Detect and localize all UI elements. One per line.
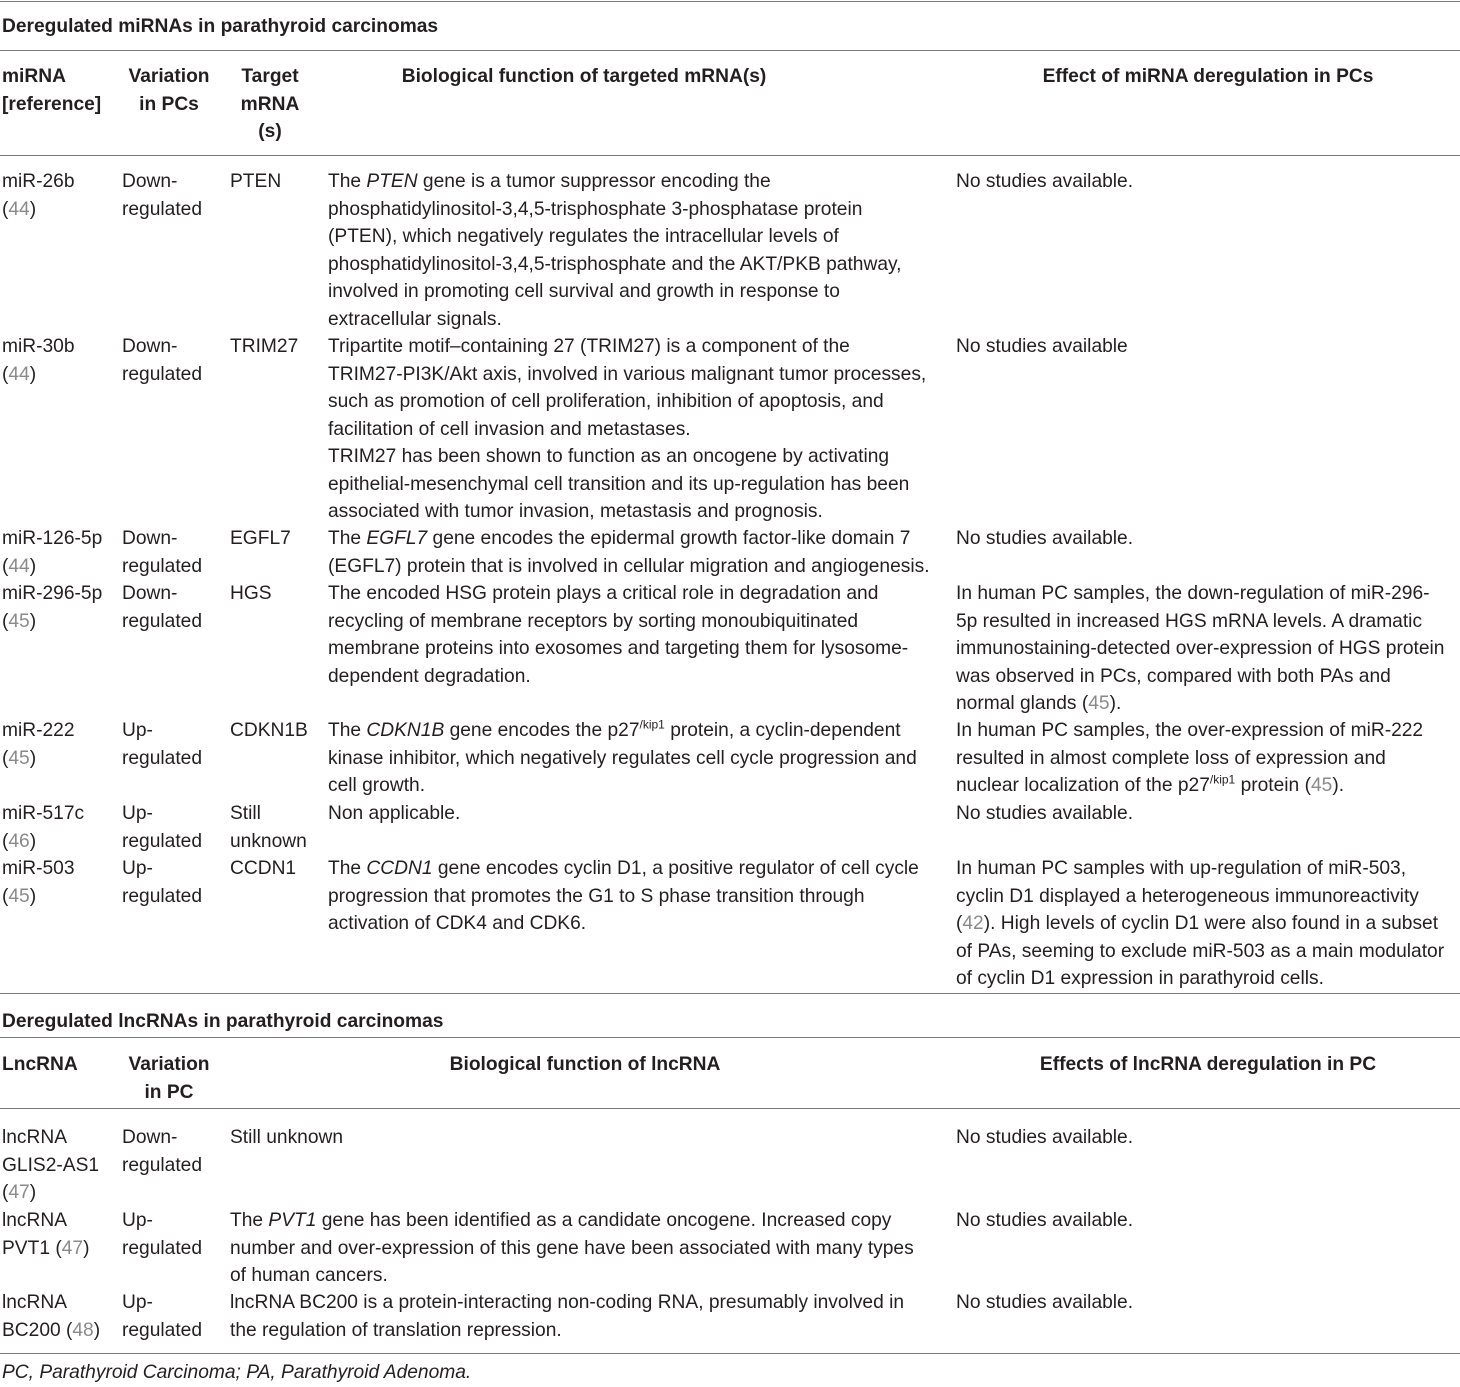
header-variation: Variation in PCs: [128, 66, 210, 115]
mirna-ref: (45): [2, 610, 37, 632]
text-line: CDKN1B: [230, 720, 308, 741]
reference-link: 45: [8, 747, 30, 769]
text-line: Down-: [122, 171, 178, 192]
function-cell: [328, 855, 919, 938]
text-line: The PTEN gene is a tumor suppressor encoding the: [328, 171, 771, 192]
text-line: No studies available: [956, 336, 1128, 357]
reference-link: 46: [8, 830, 30, 852]
text-line: associated with tumor invasion, metastasis and prognosis.: [328, 501, 823, 522]
gene-name: PTEN: [366, 171, 418, 192]
reference-link: 47: [8, 1182, 30, 1203]
text-line: PTEN: [230, 171, 282, 192]
text-line: Down-: [122, 528, 178, 549]
effect-cell: [956, 168, 1133, 196]
lncrna-label: lncRNA: [2, 1292, 68, 1313]
text-line: was observed in PCs, compared with both PAs and: [956, 665, 1391, 687]
lncrna-name: [2, 1124, 99, 1207]
text-line: nuclear localization of the $p27^{/kip1}$ protein (45).: [956, 772, 1345, 796]
mirna-label: miR-30b: [2, 336, 75, 357]
text-line: Up-: [122, 858, 153, 879]
text-line: The CCDN1 gene encodes cyclin D1, a positive regulator of cell cycle: [328, 858, 919, 879]
text-line: Down-: [122, 583, 178, 604]
effect-cell: [956, 1207, 1133, 1235]
text-line: Up-: [122, 720, 153, 741]
text-line: number and over-expression of this gene have been associated with many types: [230, 1237, 914, 1259]
mirna-ref: (45): [2, 885, 37, 907]
text-line: kinase inhibitor, which negatively regulates cell cycle progression and: [328, 747, 917, 769]
mirna-label: miR-26b: [2, 171, 75, 192]
header-effect: Effect of miRNA deregulation in PCs: [1042, 66, 1374, 87]
text-line: regulated: [122, 198, 203, 220]
gene-name: CCDN1: [366, 858, 433, 879]
superscript: /kip1: [639, 717, 665, 732]
text-line: the regulation of translation repression.: [230, 1319, 562, 1341]
text-line: Non applicable.: [328, 803, 461, 824]
superscript: /kip1: [1209, 772, 1236, 787]
header-mirna: miRNA [reference]: [2, 66, 102, 115]
function-cell: [328, 580, 908, 690]
target-cell: [230, 800, 307, 855]
reference-link: 48: [72, 1319, 94, 1341]
text-line: activation of CDK4 and CDK6.: [328, 913, 587, 934]
text-line: No studies available.: [956, 528, 1134, 549]
lncrna-label: GLIS2-AS1: [2, 1154, 100, 1176]
text-line: No studies available.: [956, 1127, 1134, 1148]
reference-link: 45: [8, 885, 30, 907]
mirna-name: [2, 525, 102, 580]
text-line: dependent degradation.: [328, 665, 531, 687]
text-line: regulated: [122, 885, 203, 907]
reference-link: 47: [61, 1237, 84, 1259]
function-cell: [328, 525, 930, 580]
text-line: No studies available.: [956, 1210, 1134, 1231]
text-line: extracellular signals.: [328, 308, 502, 330]
text-line: No studies available.: [956, 171, 1134, 192]
text-line: TRIM27: [230, 336, 299, 357]
target-cell: [230, 525, 291, 553]
mirna-ref: (44): [2, 555, 37, 577]
target-cell: [230, 333, 298, 361]
section1-title: Deregulated miRNAs in parathyroid carcinomas: [2, 16, 439, 37]
reference-link: 42: [962, 913, 984, 934]
text-line: Up-: [122, 803, 153, 824]
function-cell: [230, 1124, 343, 1152]
gene-name: CDKN1B: [366, 720, 445, 741]
text-line: (42). High levels of cyclin D1 were also found in a subset: [956, 913, 1439, 934]
text-line: HGS: [230, 583, 272, 604]
reference-link: 45: [1088, 693, 1110, 714]
lncrna-label: lncRNA: [2, 1127, 68, 1148]
effect-cell: [956, 855, 1444, 993]
text-line: regulated: [122, 555, 203, 577]
top-rule: [0, 1, 1460, 2]
text-line: No studies available.: [956, 1292, 1134, 1313]
mirna-label: miR-503: [2, 858, 75, 879]
text-line: In human PC samples with up-regulation of miR-503,: [956, 858, 1407, 879]
effect-cell: [956, 333, 1128, 361]
text-line: The encoded HSG protein plays a critical role in degradation and: [328, 583, 879, 604]
gene-name: PVT1: [268, 1210, 317, 1231]
text-line: such as promotion of cell proliferation, inhibition of apoptosis, and: [328, 391, 884, 412]
text-line: 5p resulted in increased HGS mRNA levels. A dramatic: [956, 610, 1423, 632]
mirna-ref: (45): [2, 747, 37, 769]
target-cell: [230, 855, 296, 883]
text-line: unknown: [230, 830, 307, 852]
text-line: In human PC samples, the over-expression of miR-222: [956, 720, 1424, 741]
text-line: (EGFL7) protein that is involved in cellular migration and angiogenesis.: [328, 555, 930, 577]
variation-cell: [122, 1124, 202, 1179]
reference-link: 44: [8, 363, 30, 385]
text-line: EGFL7: [230, 528, 291, 549]
mirna-ref: (44): [2, 363, 37, 385]
function-cell: [328, 168, 902, 333]
text-line: immunostaining-detected over-expression of HGS protein: [956, 638, 1445, 659]
variation-cell: [122, 580, 202, 635]
variation-cell: [122, 333, 202, 388]
text-line: In human PC samples, the down-regulation of miR-296-: [956, 583, 1430, 604]
header-function: Biological function of targeted mRNA(s): [401, 66, 767, 87]
mirna-ref: (44): [2, 198, 37, 220]
text-line: regulated: [122, 1154, 203, 1176]
section2-title: Deregulated lncRNAs in parathyroid carcinomas: [2, 1011, 444, 1032]
variation-cell: [122, 800, 202, 855]
text-line: (PTEN), which negatively regulates the intracellular levels of: [328, 226, 839, 247]
header-lncrna-effect: Effects of lncRNA deregulation in PC: [1039, 1054, 1377, 1075]
reference-link: 45: [1310, 775, 1333, 796]
header-lncrna: LncRNA: [2, 1054, 78, 1075]
text-line: regulated: [122, 1319, 203, 1341]
mirna-ref: (46): [2, 830, 37, 852]
mirna-name: [2, 168, 75, 223]
header-variation-pc: Variation in PC: [128, 1054, 210, 1103]
text-line: The EGFL7 gene encodes the epidermal growth factor-like domain 7: [328, 528, 911, 549]
text-line: TRIM27-PI3K/Akt axis, involved in various malignant tumor processes,: [328, 363, 927, 385]
text-line: Up-: [122, 1210, 153, 1231]
lncrna-label: PVT1 (47): [2, 1237, 90, 1259]
text-line: regulated: [122, 363, 203, 385]
effect-cell: [956, 1124, 1133, 1152]
lncrna-label: lncRNA: [2, 1210, 68, 1231]
variation-cell: [122, 525, 202, 580]
text-line: Still: [230, 803, 261, 824]
mirna-name: [2, 800, 84, 855]
text-line: regulated: [122, 610, 203, 632]
function-cell: [230, 1207, 914, 1290]
text-line: Tripartite motif–containing 27 (TRIM27) is a component of the: [328, 336, 850, 357]
effect-cell: [956, 1289, 1133, 1317]
text-line: Still unknown: [230, 1127, 344, 1148]
text-line: of PAs, seeming to exclude miR-503 as a main modulator: [956, 940, 1445, 962]
effect-cell: [956, 800, 1133, 828]
text-line: The CDKN1B gene encodes the $p27^{/kip1}$ protein, a cyclin-dependent: [328, 717, 901, 741]
section2-end-rule: [0, 1353, 1460, 1354]
variation-cell: [122, 1289, 202, 1344]
text-line: membrane proteins into exosomes and targeting them for lysosome-: [328, 638, 909, 659]
variation-cell: [122, 1207, 202, 1262]
mirna-name: [2, 333, 75, 388]
mirna-name: [2, 580, 102, 635]
text-line: cell growth.: [328, 775, 426, 796]
reference-link: 45: [8, 610, 30, 632]
text-line: Down-: [122, 1127, 178, 1148]
header-target: Target mRNA (s): [240, 66, 300, 142]
lncrna-label: BC200 (48): [2, 1319, 101, 1341]
section2-title-rule: [0, 1037, 1460, 1038]
mirna-label: miR-222: [2, 720, 75, 741]
text-line: Up-: [122, 1292, 153, 1313]
section1-title-rule: [0, 50, 1460, 51]
effect-cell: [956, 525, 1133, 553]
section1-end-rule: [0, 993, 1460, 994]
mirna-name: [2, 717, 75, 772]
function-cell: [328, 333, 926, 526]
text-line: regulated: [122, 1237, 203, 1259]
text-line: recycling of membrane receptors by sorting monoubiquitinated: [328, 610, 859, 632]
text-line: regulated: [122, 830, 203, 852]
text-line: of cyclin D1 expression in parathyroid cells.: [956, 968, 1324, 989]
function-cell: [230, 1289, 904, 1344]
section1-header-rule: [0, 155, 1460, 156]
text-line: facilitation of cell invasion and metastases.: [328, 418, 691, 440]
text-line: Down-: [122, 336, 178, 357]
reference-link: 44: [8, 198, 30, 220]
lncrna-ref: (47): [2, 1182, 37, 1203]
mirna-name: [2, 855, 75, 910]
text-line: lncRNA BC200 is a protein-interacting non-coding RNA, presumably involved in: [230, 1292, 905, 1313]
variation-cell: [122, 717, 202, 772]
gene-name: EGFL7: [366, 528, 428, 549]
text-line: involved in promoting cell survival and growth in response to: [328, 281, 840, 302]
target-cell: [230, 168, 281, 196]
text-line: No studies available.: [956, 803, 1134, 824]
target-cell: [230, 580, 272, 608]
text-line: CCDN1: [230, 858, 297, 879]
section2-header-rule: [0, 1108, 1460, 1109]
text-line: TRIM27 has been shown to function as an oncogene by activating: [328, 446, 890, 467]
effect-cell: [956, 580, 1444, 718]
text-line: cyclin D1 displayed a heterogeneous immunoreactivity: [956, 885, 1419, 907]
effect-cell: [956, 717, 1423, 800]
mirna-label: miR-517c: [2, 803, 85, 824]
text-line: The PVT1 gene has been identified as a candidate oncogene. Increased copy: [230, 1210, 892, 1231]
function-cell: [328, 717, 917, 800]
text-line: epithelial-mesenchymal cell transition and its up-regulation has been: [328, 473, 910, 495]
text-line: normal glands (45).: [956, 693, 1122, 714]
variation-cell: [122, 855, 202, 910]
header-lncrna-function: Biological function of lncRNA: [449, 1054, 721, 1075]
text-line: resulted in almost complete loss of expression and: [956, 747, 1386, 769]
footnote: PC, Parathyroid Carcinoma; PA, Parathyroid Adenoma.: [2, 1362, 472, 1383]
text-line: phosphatidylinositol-3,4,5-trisphosphate and the AKT/PKB pathway,: [328, 253, 902, 275]
variation-cell: [122, 168, 202, 223]
lncrna-name: [2, 1289, 100, 1344]
function-cell: [328, 800, 460, 828]
text-line: of human cancers.: [230, 1265, 388, 1286]
text-line: regulated: [122, 747, 203, 769]
reference-link: 44: [8, 555, 30, 577]
text-line: progression that promotes the G1 to S phase transition through: [328, 885, 865, 907]
target-cell: [230, 717, 308, 745]
lncrna-name: [2, 1207, 89, 1262]
mirna-label: miR-126-5p: [2, 528, 103, 549]
text-line: phosphatidylinositol-3,4,5-trisphosphate 3-phosphatase protein: [328, 198, 863, 220]
mirna-label: miR-296-5p: [2, 583, 103, 604]
